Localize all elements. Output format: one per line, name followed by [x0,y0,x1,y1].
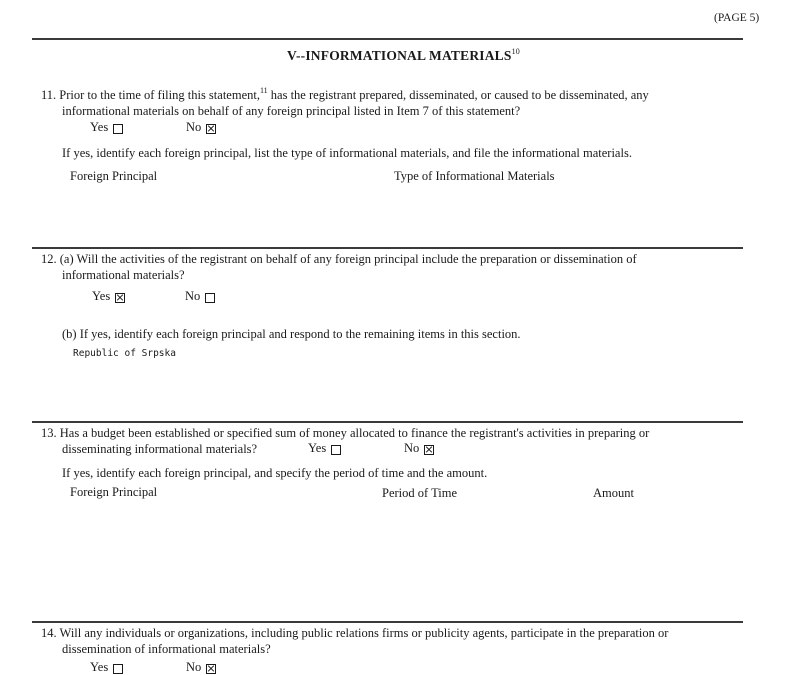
footnote-ref: 11 [259,86,268,95]
q13-no-option[interactable]: No [404,441,434,456]
q11-col-type: Type of Informational Materials [394,169,555,183]
q13-col-amount: Amount [593,486,634,500]
q13-text-line1: 13. Has a budget been established or specified sum of money allocated to finance the registrant's activities in preparing or [41,426,650,440]
q14-no-checkbox[interactable] [206,664,216,674]
q12-yes-checkbox[interactable] [115,293,125,303]
q12-part-b: (b) If yes, identify each foreign principal and respond to the remaining items in this section. [62,327,521,341]
q14-yes-checkbox[interactable] [113,664,123,674]
q11-yes-option[interactable]: Yes [90,120,123,135]
q14-text-line2: dissemination of informational materials? [62,642,271,656]
section-title: V--INFORMATIONAL MATERIALS$^{10}$ [287,47,520,63]
q14-no-option[interactable]: No [186,660,216,675]
q13-no-checkbox[interactable] [424,445,434,455]
q13-yes-option[interactable]: Yes [308,441,341,456]
q13-col-period: Period of Time [382,486,458,500]
q11-no-checkbox[interactable] [206,124,216,134]
q13-yes-checkbox[interactable] [331,445,341,455]
divider [32,38,743,40]
q12-text-line2: informational materials? [62,268,185,282]
q13-instruction: If yes, identify each foreign principal, and specify the period of time and the amount. [62,466,488,480]
q11-yes-checkbox[interactable] [113,124,123,134]
q12-text-line1: 12. (a) Will the activities of the registrant on behalf of any foreign principal include the preparation or dissemination of [41,252,637,266]
q11-col-foreign-principal: Foreign Principal [70,169,158,183]
q14-text-line1: 14. Will any individuals or organizations, including public relations firms or publicity agents, participate in the preparation or [41,626,669,640]
q12-yes-option[interactable]: Yes [92,289,125,304]
q12-no-option[interactable]: No [185,289,215,304]
footnote-ref: 10 [511,47,520,56]
q12-no-checkbox[interactable] [205,293,215,303]
divider [32,421,743,423]
q11-text-line1: 11. Prior to the time of filing this statement,$^{11}$ has the registrant prepared, disseminated, or caused to be disseminated, any [41,86,649,102]
q14-yes-option[interactable]: Yes [90,660,123,675]
q11-no-option[interactable]: No [186,120,216,135]
q12-answer: Republic of Srpska [73,348,176,359]
q13-text-line2: disseminating informational materials? [62,442,258,456]
q11-instruction: If yes, identify each foreign principal, list the type of informational materials, and file the informational materials. [62,146,632,160]
page-number: (PAGE 5) [714,12,760,24]
q11-text-line2: informational materials on behalf of any foreign principal listed in Item 7 of this statement? [62,104,521,118]
divider [32,621,743,623]
q13-col-foreign-principal: Foreign Principal [70,485,158,499]
divider [32,247,743,249]
